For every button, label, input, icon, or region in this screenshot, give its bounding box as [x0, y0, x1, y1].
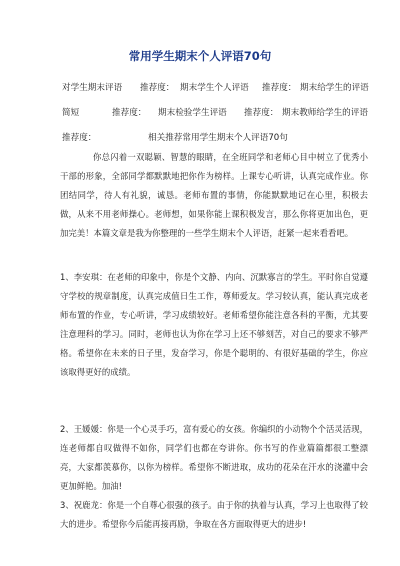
recommendation-link[interactable]: 期末学生个人评语	[180, 83, 249, 93]
recommendation-link[interactable]: 对学生期末评语	[62, 83, 123, 93]
intro-paragraph: 你总闪着一双聪颖、智慧的眼睛，在全班同学和老师心目中树立了优秀小干部的形象，全部同学都默默地把你作为榜样。上课专心听讲，认真完成作业。你团结同学，待人有礼貌，诚恳。老师布置的事情，你能默默地记在心里，积极去做，从来不用老师操心。老师想，如果你能上课积极发言，那么你将更加出色，更加完美！本篇文章是我为你整理的一些学生期末个人评语，赶紧一起来看看吧。	[60, 152, 368, 238]
comment-item: 2、王媛媛：你是一个心灵手巧，富有爱心的女孩。你编织的小动物个个活灵活现，连老师都自叹做得不如你，同学们也都在夸讲你。你书写的作业篇篇都很工整漂亮，大家都羡慕你，以你为榜样。希望你不断进取，成功的花朵在汗水的浇灌中会更加鲜艳。加油!	[60, 424, 368, 491]
recommendation-link[interactable]: 期末教师给学生的评语	[282, 108, 368, 118]
recommendation-link[interactable]: 期末给学生的评语	[300, 83, 369, 93]
recommendation-link[interactable]: 相关推荐常用学生期末个人评语70句	[148, 133, 288, 143]
recommendation-label: 推荐度：	[244, 108, 279, 118]
comment-item: 1、李安琪：在老师的印象中，你是个文静、内向、沉默寡言的学生。平时你自觉遵守学校的规章制度，认真完成值日生工作，尊师爱友。学习较认真，能认真完成老师布置的作业，专心听讲，学习成绩较好。老师希望你能注意各科的平衡，尤其要注意理科的学习。同时，老师也认为你在学习上还不够刻苦，对自己的要求不够严格。希望你在未来的日子里，发奋学习，你是个聪明的、有很好基础的学生，你应该取得更好的成绩。	[60, 272, 368, 377]
recommendation-label: 推荐度：	[262, 83, 297, 93]
recommendation-label: 推荐度：	[62, 133, 97, 143]
recommendation-label: 推荐度：	[112, 108, 147, 118]
recommendation-link[interactable]: 期末检验学生评语	[158, 108, 227, 118]
recommendation-link[interactable]: 简短	[62, 108, 80, 118]
document-title: 常用学生期末个人评语70句	[128, 49, 272, 63]
recommendation-label: 推荐度：	[140, 83, 175, 93]
comment-item: 3、祝鹿龙：你是一个自尊心很强的孩子。由于你的执着与认真，学习上也取得了较大的进步。希望你今后能再接再励，争取在各方面取得更大的进步!	[60, 500, 368, 529]
